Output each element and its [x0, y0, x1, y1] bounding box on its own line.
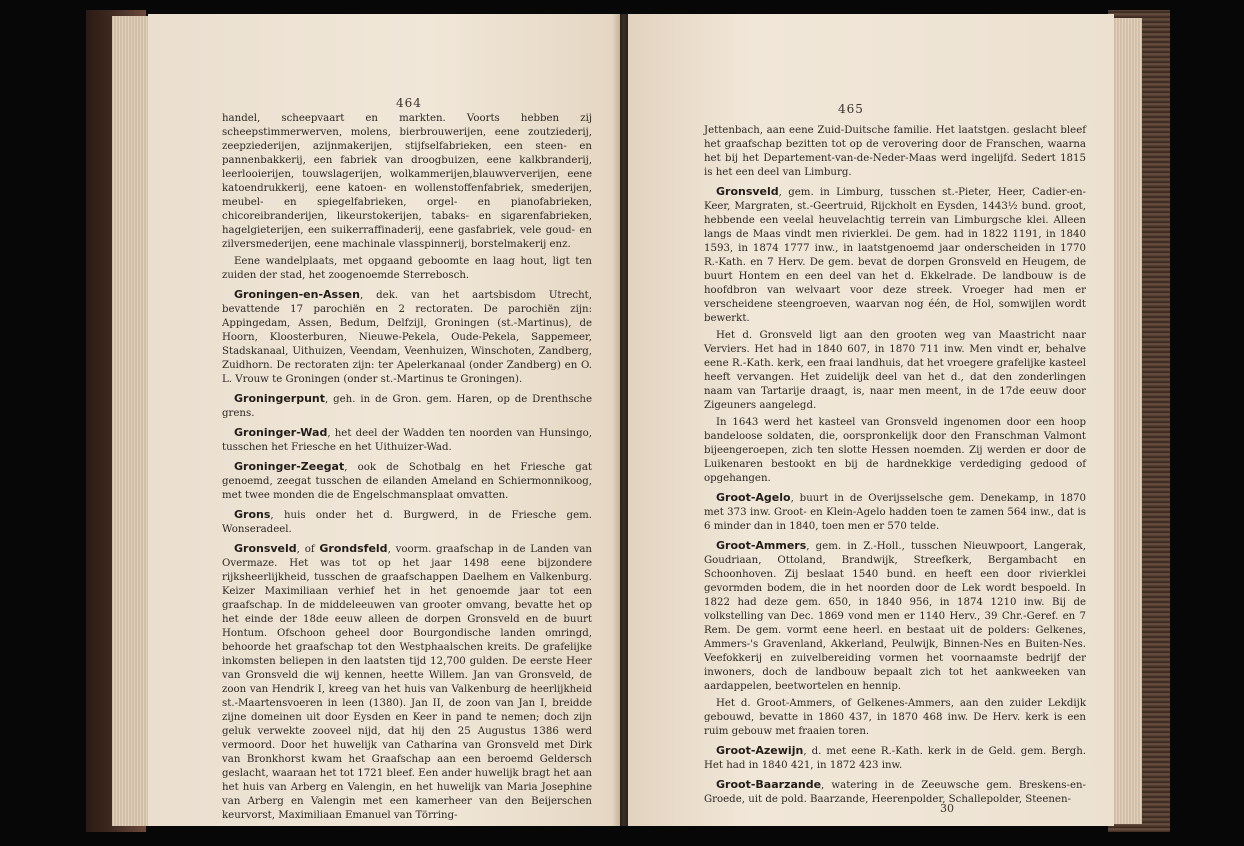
- dictionary-entry: [704, 744, 1086, 773]
- paragraph: [704, 416, 1086, 486]
- entry-headword-alt: Grondsfeld: [319, 542, 388, 555]
- entry-headword: Groningerpunt: [234, 392, 325, 405]
- left-page-text: [222, 112, 592, 826]
- entry-headword: Groninger-Wad: [234, 426, 328, 439]
- entry-headword: Groot-Agelo: [716, 491, 791, 504]
- dictionary-entry: [704, 539, 1086, 694]
- paragraph: [222, 255, 592, 283]
- entry-text: handel, scheepvaart en markten. Voorts hebben zij scheepstimmerwerven, molens, bierbrouwerijen, eene zoutziederij, zeepziederijen, azijnmakerijen, stijfselfabrieken, een steen- en pannenbakkerij, een fabriek van droogbuizen, eene kalkbranderij, leerlooierijen, touwslagerijen, wolkammerijen,blauwververijen, eene katoendrukkerij, eene katoen- en wollenstoffenfabriek, smederijen, meubel- en spiegelfabrieken, orgel- en pianofabrieken, chicoreibranderijen, likeurstokerijen, tabaks- en sigarenfabrieken, hagelgieterijen, een suikerraffinaderij, eene gasfabriek, vele goud- en zilversmederijen, eene machinale vlasspinnerij, borstelmakerij enz.: [222, 113, 592, 250]
- entry-text: , voorm. graafschap in de Landen van Overmaze. Het was tot op het jaar 1498 eene bijzondere rijksheerlijkheid, tusschen de graafschappen Daelhem en Valkenburg. Keizer Maximiliaan verhief het in het genoemde jaar tot een graafschap. In de middeleeuwen van grooter omvang, bevatte het op het einde der 18de eeuw alleen de dorpen Gronsveld en de buurt Hontum. Ofschoon geheel door Bourgondische landen omringd, behoorde het graafschap tot den Westphaalschen kreits. De grafelijke inkomsten beliepen in den laatsten tijd 12,700 gulden. De eerste Heer van Gronsveld die wij kennen, heette Willem. Jan van Gronsveld, de zoon van Hendrik I, kreeg van het huis van Valkenburg de heerlijkheid st.-Maartensvoeren in leen (1380). Jan II, de zoon van Jan I, breidde zijne domeinen uit door Eysden en Keer in pand te nemen; doch zijn geluk verwekte zooveel nijd, dat hij den 25 Augustus 1386 werd vermoord. Door het huwelijk van Catharina van Gronsveld met Dirk van Bronkhorst kwam het Graafschap aan een beroemd Geldersch geslacht, waaraan het tot 1721 bleef. Een ander huwelijk bragt het aan het huis van Arberg en Valengin, en het huwelijk van Maria Josephine van Arberg en Valengin met een kamerheer van den Beijerschen keurvorst, Maximiliaan Emanuel van Törring-: [222, 544, 592, 821]
- entry-headword: Groot-Azewijn: [716, 744, 804, 757]
- entry-text: , het deel der Wadden ten noorden van Hunsingo, tusschen het Friesche en het Uithuizer-Wad.: [222, 428, 592, 453]
- left-page-edges: [112, 16, 152, 826]
- dictionary-entry: [704, 491, 1086, 534]
- dictionary-entry: [222, 460, 592, 503]
- entry-text: , gem. in Limburg, tusschen st.-Pieter, Heer, Cadier-en-Keer, Margraten, st.-Geertruid, Rijckholt en Eysden, 1443½ bund. groot, hebbende een veelal heuvelachtig terrein van Limburgsche klei. Alleen langs de Maas vindt men rivierklei. De gem. had in 1822 1191, in 1840 1593, in 1874 1777 inw., in laatstgenoemd jaar onderscheiden in 1770 R.-Kath. en 7 Herv. De gem. bevat de dorpen Gronsveld en Heugem, de buurt Hontem en een deel van het d. Ekkelrade. De landbouw is de hoofdbron van welvaart voor deze streek. Vroeger had men er verscheidene steengroeven, waarvan nog één, de Hol, somwijlen wordt bewerkt.: [704, 187, 1086, 324]
- dictionary-entry: [222, 542, 592, 823]
- entry-headword: Gronsveld: [234, 542, 297, 555]
- entry-text: Het d. Gronsveld ligt aan den grooten weg van Maastricht naar Verviers. Het had in 1840 607, in 1870 711 inw. Men vindt er, behalve eene R.-Kath. kerk, een fraai landhuis, dat het vroegere grafelijke kasteel heeft vervangen. Het zuidelijk deel van het d., dat den zonderlingen naam van Tartarije draagt, is, naar men meent, in de 17de eeuw door Zigeuners aangelegd.: [704, 330, 1086, 411]
- entry-text: , huis onder het d. Burgwerd, in de Friesche gem. Wonseradeel.: [222, 510, 592, 535]
- entry-headword: Groninger-Zeegat: [234, 460, 345, 473]
- entry-text: In 1643 werd het kasteel van Gronsveld ingenomen door een hoop bandeloose soldaten, die, oorspronkelijk door den Franschman Valmont bijeengeroepen, zich ten slotte Hessen noemden. Zij werden er door de Luikenaren bestookt en bij de hardnekkige verdediging gedood of opgehangen.: [704, 417, 1086, 484]
- entry-text: , ook de Schotbalg en het Friesche gat genoemd, zeegat tusschen de eilanden Ameland en Schiermonnikoog, met twee monden die de Engelschmansplaat omvatten.: [222, 462, 592, 501]
- entry-text: , buurt in de Overijsselsche gem. Denekamp, in 1870 met 373 inw. Groot- en Klein-Agelo hadden toen te zamen 564 inw., dat is 6 minder dan in 1840, toen men er 570 telde.: [704, 493, 1086, 532]
- paragraph: [222, 112, 592, 252]
- entry-headword: Groningen-en-Assen: [234, 288, 360, 301]
- entry-text: , watering in de Zeeuwsche gem. Breskens-en-Groede, uit de pold. Baarzande, Heerenpolder, Schallepolder, Steenen-: [704, 780, 1086, 805]
- dictionary-entry: [704, 185, 1086, 326]
- right-page-edges: [1112, 18, 1142, 824]
- paragraph: [704, 124, 1086, 180]
- paragraph: [704, 697, 1086, 739]
- dictionary-entry: [222, 392, 592, 421]
- entry-text: Eene wandelplaats, met opgaand geboomte en laag hout, ligt ten zuiden der stad, het zoogenoemde Sterrebosch.: [222, 256, 592, 281]
- entry-text: , geh. in de Gron. gem. Haren, op de Drenthsche grens.: [222, 394, 592, 419]
- dictionary-entry: [222, 508, 592, 537]
- left-page-number: 464: [396, 96, 422, 110]
- paragraph: [704, 329, 1086, 413]
- left-page: [148, 14, 620, 826]
- right-page-number: 465: [838, 102, 864, 116]
- dictionary-entry: [222, 426, 592, 455]
- signature-mark: 30: [940, 802, 954, 815]
- entry-text: Jettenbach, aan eene Zuid-Duitsche familie. Het laatstgen. geslacht bleef het graafschap bezitten tot op de verovering door de Franschen, waarna het bij het Departement-van-de-Neder-Maas werd ingelijfd. Sedert 1815 is het een deel van Limburg.: [704, 125, 1086, 178]
- right-page: [628, 14, 1114, 826]
- entry-text: Het d. Groot-Ammers, of Gelkenes-Ammers, aan den zuider Lekdijk gebouwd, bevatte in 1860 437, in 1870 468 inw. De Herv. kerk is een ruim gebouw met fraaien toren.: [704, 698, 1086, 737]
- entry-connector: , of: [296, 544, 320, 555]
- dictionary-entry: [704, 778, 1086, 807]
- entry-headword: Gronsveld: [716, 185, 779, 198]
- entry-text: , dek. van het aartsbisdom Utrecht, bevattende 17 parochiën en 2 rectoraten. De parochiën zijn: Appingedam, Assen, Bedum, Delfzijl, Groningen (st.-Martinus), de Hoorn, Kloosterburen, Nieuwe-Pekela, Oude-Pekela, Sappemeer, Stadskanaal, Uithuizen, Veendam, Veenhuizen, Winschoten, Zandberg, Zuidhorn. De rectoraten zijn: ter Apelerkanaal (onder Zandberg) en O. L. Vrouw te Groningen (onder st.-Martinus te Groningen).: [222, 290, 592, 385]
- entry-text: , gem. in Z.-Holl., tusschen Nieuwpoort, Langerak, Goudriaan, Ottoland, Brandwijk, Streefkerk, Bergambacht en Schoonhoven. Zij beslaat 1540 bund. en heeft een door rivierklei gevormden bodem, die in het noorden door de Lek wordt bespoeld. In 1822 had deze gem. 650, in 1840 956, in 1874 1210 inw. Bij de volkstelling van Dec. 1869 vond men er 1140 Herv., 39 Chr.-Geref. en 7 Rem. De gem. vormt eene heerl. en bestaat uit de polders: Gelkenes, Ammers-'s Gravenland, Akkerland, Peulwijk, Binnen-Nes en Buiten-Nes. Veefokkerij en zuivelbereiding vormen het voornaamste bedrijf der inwoners, doch de landbouw bepaalt zich tot het aankweeken van aardappelen, beetwortelen en hennip.: [704, 541, 1086, 692]
- right-page-text: [704, 124, 1086, 810]
- entry-headword: Groot-Baarzande: [716, 778, 822, 791]
- entry-headword: Groot-Ammers: [716, 539, 807, 552]
- entry-text: , d. met eene R.-Kath. kerk in de Geld. gem. Bergh. Het had in 1840 421, in 1872 423 inw.: [704, 746, 1086, 771]
- dictionary-entry: [222, 288, 592, 387]
- entry-headword: Grons: [234, 508, 271, 521]
